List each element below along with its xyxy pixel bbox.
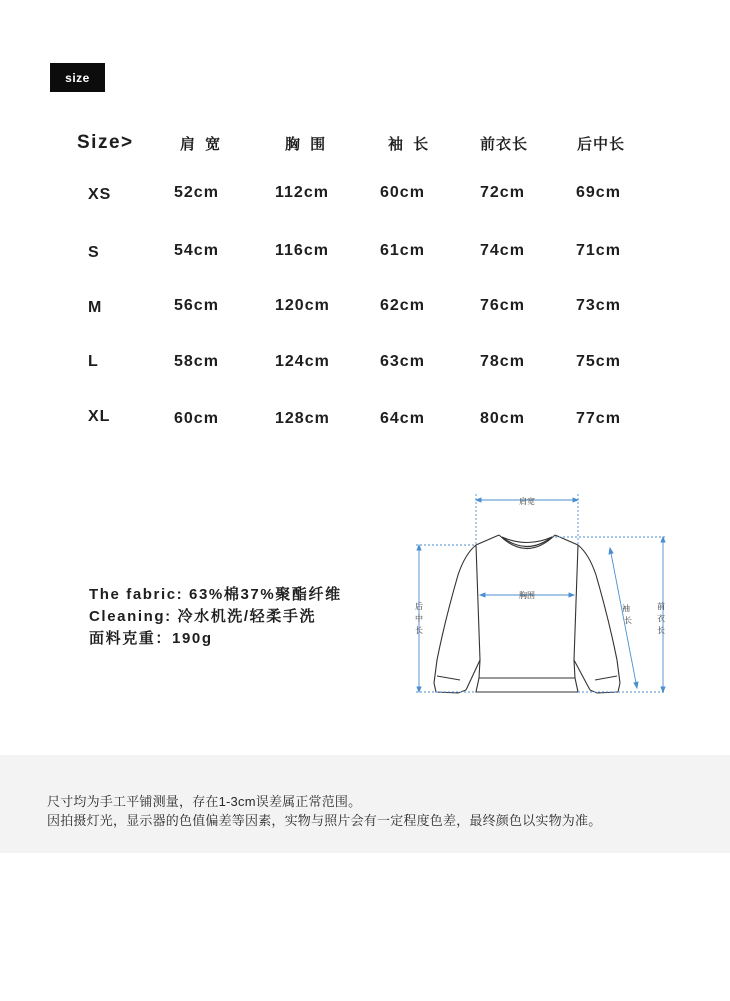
sleeve-length-label-1: 袖 <box>622 604 630 613</box>
size-label: S <box>88 244 100 261</box>
shoulder-value: 56cm <box>174 297 219 314</box>
chest-value: 124cm <box>275 353 330 370</box>
shoulder-value: 60cm <box>174 410 219 427</box>
size-label: XL <box>88 408 111 425</box>
front-length-value: 72cm <box>480 184 525 201</box>
header-back-length: 后中长 <box>577 136 626 153</box>
back-length-value: 73cm <box>576 297 621 314</box>
fabric-composition: The fabric: 63%棉37%聚酯纤维 <box>89 586 342 603</box>
back-length-value: 75cm <box>576 353 621 370</box>
sleeve-value: 60cm <box>380 184 425 201</box>
shoulder-value: 52cm <box>174 184 219 201</box>
sleeve-value: 62cm <box>380 297 425 314</box>
size-label: XS <box>88 186 112 203</box>
front-length-label-1: 前 <box>657 602 665 611</box>
chest-value: 112cm <box>275 184 329 201</box>
chest-value: 116cm <box>275 242 329 259</box>
back-length-label-2: 中 <box>415 614 423 623</box>
front-length-value: 80cm <box>480 410 525 427</box>
back-length-value: 77cm <box>576 410 621 427</box>
header-chest: 胸 围 <box>285 136 329 153</box>
shoulder-value: 58cm <box>174 353 219 370</box>
header-size: Size> <box>77 132 134 153</box>
cleaning-instructions: Cleaning: 冷水机洗/轻柔手洗 <box>89 608 317 625</box>
shoulder-width-label: 肩宽 <box>519 497 535 506</box>
back-length-value: 71cm <box>576 242 621 259</box>
color-note: 因拍摄灯光，显示器的色值偏差等因素，实物与照片会有一定程度色差，最终颜色以实物为准。 <box>47 813 602 828</box>
front-length-value: 74cm <box>480 242 525 259</box>
sleeve-value: 63cm <box>380 353 425 370</box>
measurement-note: 尺寸均为手工平铺测量，存在1-3cm误差属正常范围。 <box>47 794 362 809</box>
sleeve-length-label-2: 长 <box>624 616 632 625</box>
fabric-weight: 面料克重：190g <box>89 630 213 647</box>
chest-label: 胸围 <box>519 591 535 600</box>
sweatshirt-outline <box>434 535 620 693</box>
size-label: M <box>88 299 103 316</box>
sleeve-value: 61cm <box>380 242 425 259</box>
header-shoulder-width: 肩 宽 <box>180 136 224 153</box>
sweatshirt-measurement-diagram <box>412 488 687 698</box>
header-front-length: 前衣长 <box>480 136 529 153</box>
size-label: L <box>88 353 99 370</box>
back-length-label-3: 长 <box>415 626 423 635</box>
front-length-label-2: 衣 <box>657 614 665 623</box>
chest-value: 120cm <box>275 297 330 314</box>
chest-value: 128cm <box>275 410 330 427</box>
front-length-value: 76cm <box>480 297 525 314</box>
size-badge: size <box>50 63 105 92</box>
front-length-label-3: 长 <box>657 626 665 635</box>
front-length-value: 78cm <box>480 353 525 370</box>
sleeve-value: 64cm <box>380 410 425 427</box>
shoulder-value: 54cm <box>174 242 219 259</box>
back-length-label-1: 后 <box>415 602 423 611</box>
back-length-value: 69cm <box>576 184 621 201</box>
header-sleeve-length: 袖 长 <box>388 136 432 153</box>
